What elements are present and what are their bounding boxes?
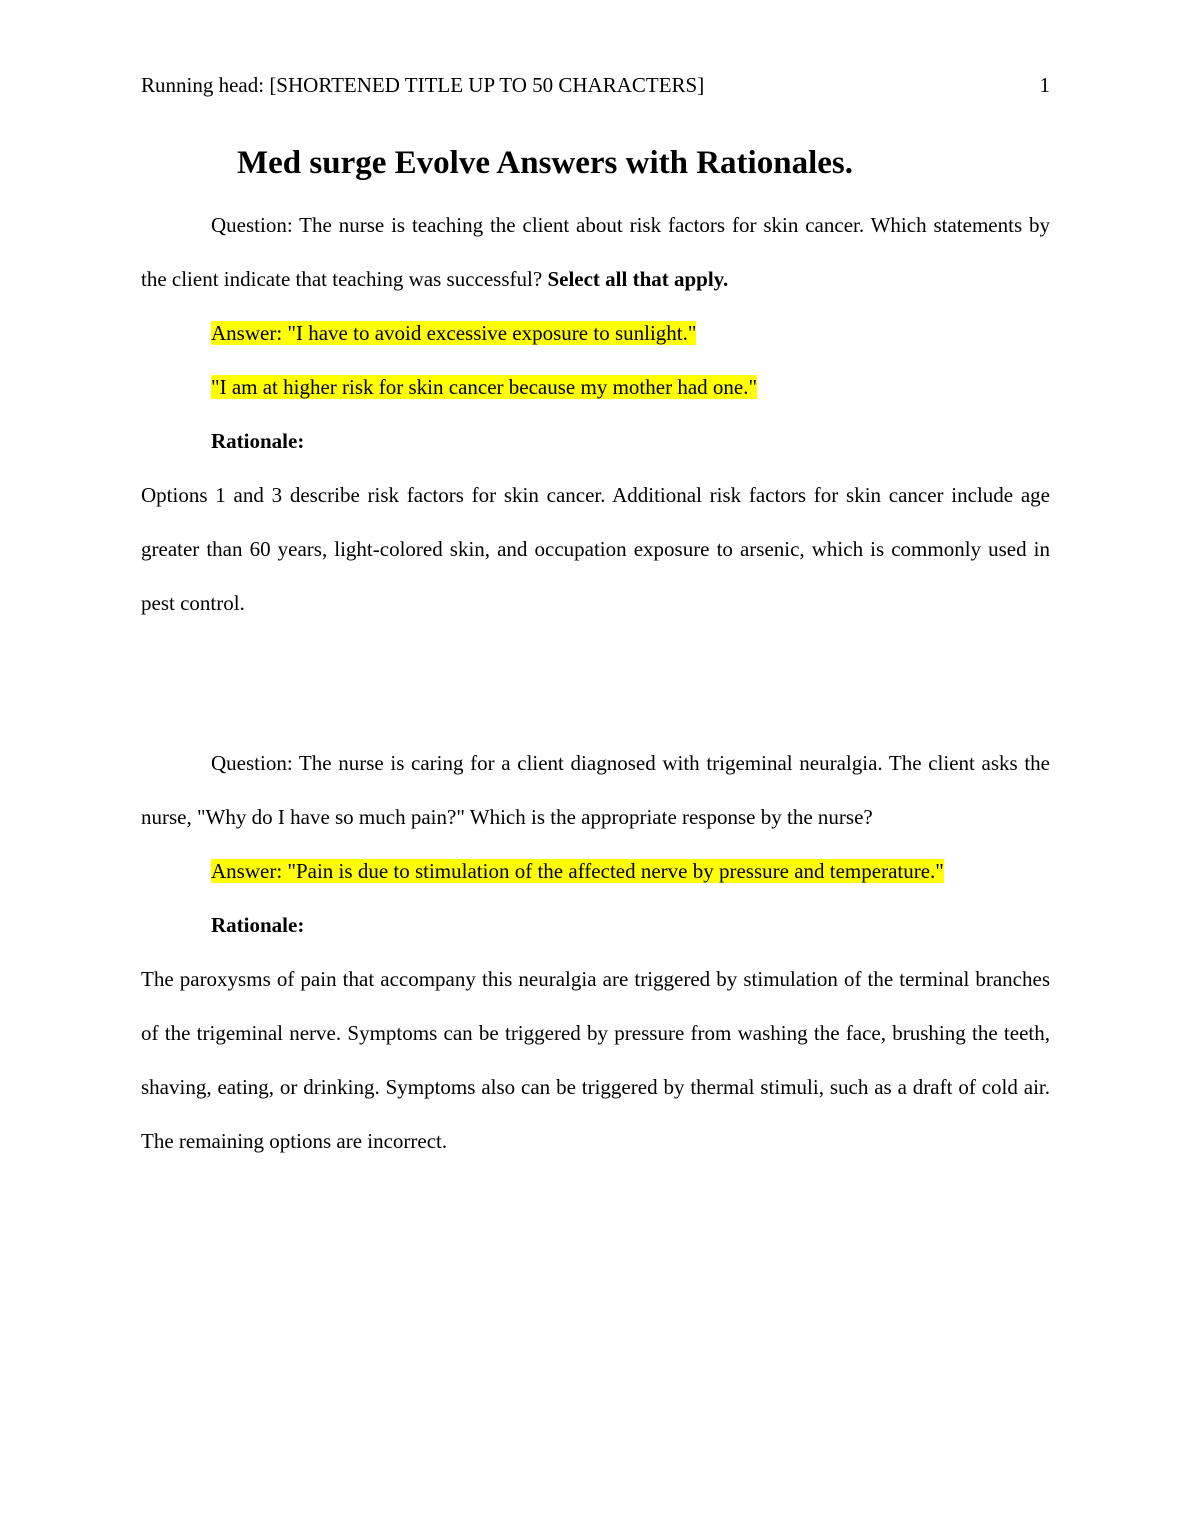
running-head-text: Running head: [SHORTENED TITLE UP TO 50 CHARACTERS] — [141, 73, 705, 97]
rationale-heading: Rationale: — [211, 913, 305, 937]
question-block-1 — [141, 198, 1050, 630]
highlighted-answer: Answer: "I have to avoid excessive exposure to sunlight." — [211, 321, 697, 345]
select-all-instruction: Select all that apply. — [547, 267, 729, 291]
answer-line — [141, 844, 1050, 898]
rationale-text: Options 1 and 3 describe risk factors for skin cancer. Additional risk factors for skin cancer include age greater than 60 years, light-colored skin, and occupation exposure to arsenic, which is commonly used in pest control. — [141, 483, 1050, 615]
document-body — [141, 198, 1050, 1168]
highlighted-answer: Answer: "Pain is due to stimulation of the affected nerve by pressure and temperature." — [211, 859, 944, 883]
question-text: Question: The nurse is teaching the client about risk factors for skin cancer. Which statements by the client indicate that teaching was successful? Select all that apply. — [141, 213, 1050, 291]
question-block-2 — [141, 736, 1050, 1168]
answer-line — [141, 360, 1050, 414]
document-title: Med surge Evolve Answers with Rationales. — [237, 145, 853, 181]
question-text: Question: The nurse is caring for a client diagnosed with trigeminal neuralgia. The client asks the nurse, "Why do I have so much pain?" Which is the appropriate response by the nurse? — [141, 751, 1050, 829]
rationale-heading: Rationale: — [211, 429, 305, 453]
highlighted-answer: "I am at higher risk for skin cancer because my mother had one." — [211, 375, 758, 399]
answer-line — [141, 306, 1050, 360]
running-header — [141, 71, 1050, 99]
rationale-text: The paroxysms of pain that accompany this neuralgia are triggered by stimulation of the terminal branches of the trigeminal nerve. Symptoms can be triggered by pressure from washing the face, brushing the teeth, shaving, eating, or drinking. Symptoms also can be triggered by thermal stimuli, such as a draft of cold air. The remaining options are incorrect. — [141, 967, 1050, 1153]
page-number: 1 — [1039, 73, 1050, 97]
section-spacer — [141, 630, 1050, 736]
